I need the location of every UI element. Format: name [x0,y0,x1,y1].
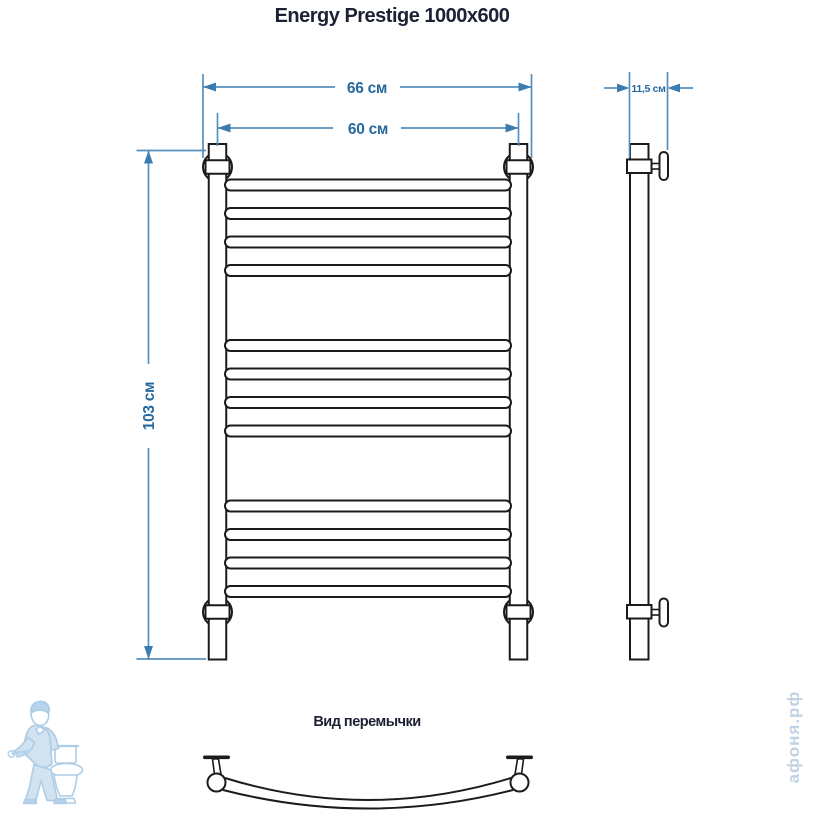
mount-collar-top-left [206,160,230,174]
dimension-width-outer [203,74,532,158]
front-view [203,144,533,660]
rung [225,208,511,219]
side-wall-plate-bottom [660,599,669,627]
side-bar [630,144,649,660]
crossbar-fitting-left [208,774,226,792]
side-collar-bottom [627,605,652,619]
rung [225,558,511,569]
side-view [627,144,668,660]
crossbar-fitting-right [511,774,529,792]
rung [225,265,511,276]
side-wall-plate-top [660,152,669,180]
mount-collar-top-right [507,160,531,174]
dim-label-depth: 11,5 см [631,83,666,95]
page-title: Energy Prestige 1000x600 [274,5,510,27]
mount-collar-bottom-right [507,605,531,619]
mount-collar-bottom-left [206,605,230,619]
rung [225,180,511,191]
dim-label-width-inner: 60 см [347,121,389,138]
rung [225,426,511,437]
dimension-width-inner [218,113,519,146]
brand-watermark: афоня.рф [784,690,803,784]
crossbar-tube-top-edge [225,778,511,800]
crossbar-stem-left [213,759,222,775]
crossbar-caption: Вид перемычки [313,714,421,730]
dimension-height [137,151,207,660]
right-post [510,144,528,660]
plumber-watermark [8,701,82,803]
rung [225,397,511,408]
rung [225,529,511,540]
crossbar-stem-right [515,759,524,775]
dim-label-height: 103 см [141,381,158,431]
rungs [225,180,511,598]
rung [225,369,511,380]
rung [225,237,511,248]
left-post [209,144,227,660]
rung [225,340,511,351]
dim-label-width-outer: 66 см [346,80,388,97]
rung [225,586,511,597]
side-collar-top [627,160,652,174]
rung [225,501,511,512]
crossbar-view [203,714,533,809]
